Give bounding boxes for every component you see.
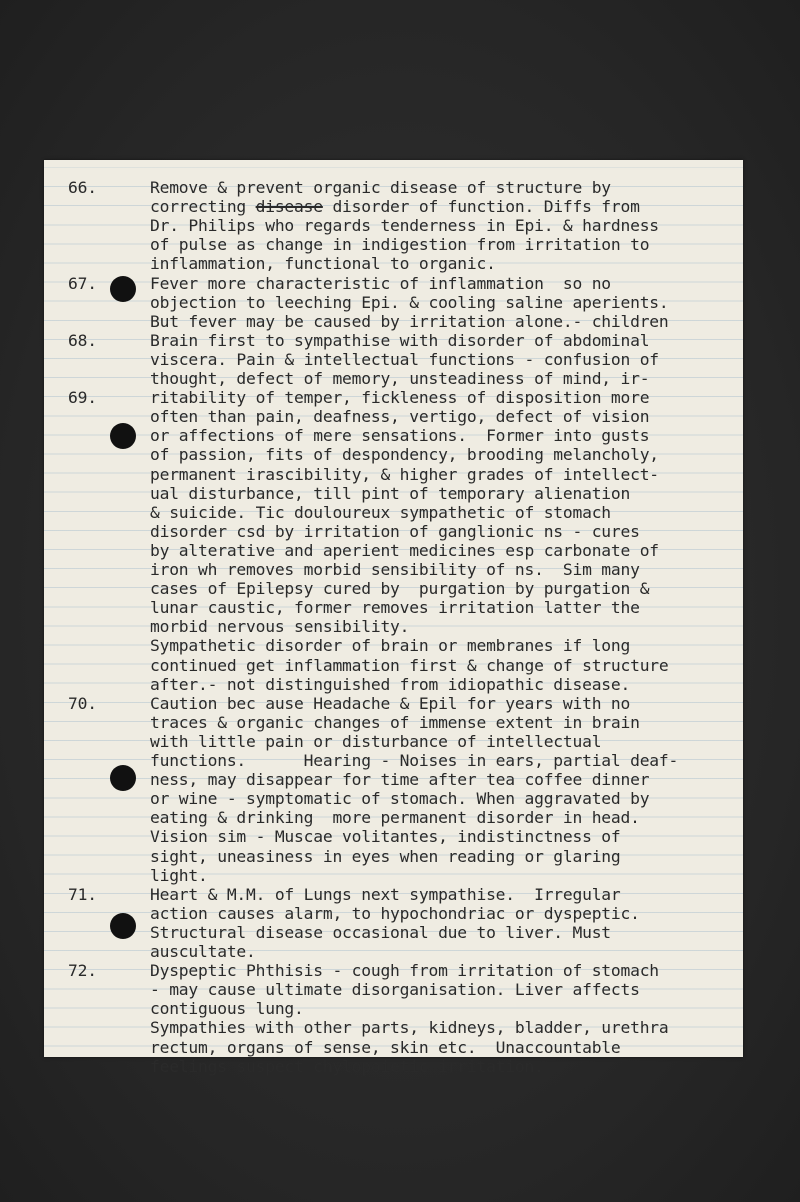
line-text: Heart & M.M. of Lungs next sympathise. Irregular xyxy=(150,884,621,904)
text-line xyxy=(44,846,743,867)
text-line xyxy=(44,884,743,905)
text-line xyxy=(44,1056,743,1077)
text-line xyxy=(44,750,743,771)
line-text: permanent irascibility, & higher grades of intellect- xyxy=(150,464,659,484)
line-text: Sympathies with other parts, kidneys, bladder, urethra xyxy=(150,1018,669,1038)
text-line xyxy=(44,559,743,580)
line-text: sight, uneasiness in eyes when reading or glaring xyxy=(150,846,621,866)
line-text: ual disturbance, till pint of temporary alienation xyxy=(150,483,631,503)
text-line xyxy=(44,502,743,523)
typed-page xyxy=(44,160,743,1076)
line-text: Fever more characteristic of inflammation so no xyxy=(150,273,611,293)
line-text: disorder csd by irritation of ganglionic ns - cures xyxy=(150,521,640,541)
text-line xyxy=(44,903,743,924)
line-text xyxy=(150,196,640,217)
line-text: morbid nervous sensibility. xyxy=(150,617,410,637)
line-text: Structural disease occasional due to liver. Must xyxy=(150,922,611,942)
line-text: often than pain, deafness, vertigo, defect of vision xyxy=(150,407,650,427)
line-text: after.- not distinguished from idiopathic disease. xyxy=(150,674,631,694)
line-text: with little pain or disturbance of intellectual xyxy=(150,731,602,751)
line-text: or affections of mere sensations. Former into gusts xyxy=(150,426,650,446)
line-text: iron wh removes morbid sensibility of ns. Sim many xyxy=(150,560,640,579)
text-line xyxy=(44,292,743,313)
text-line xyxy=(44,444,743,465)
text-line xyxy=(44,674,743,695)
text-line xyxy=(44,731,743,752)
text-line xyxy=(44,311,743,332)
line-text: objection to leeching Epi. & cooling saline aperients. xyxy=(150,292,669,312)
line-text: Sympathetic disorder of brain or membranes if long xyxy=(150,636,631,656)
text-line xyxy=(44,788,743,809)
line-text: inflammation, functional to organic. xyxy=(150,254,496,274)
line-text: Vision sim - Muscae volitantes, indistinctness of xyxy=(150,827,621,847)
text-line xyxy=(44,922,743,943)
text-line xyxy=(44,635,743,656)
line-text: continued get inflammation first & change of structure xyxy=(150,655,669,675)
paragraph-number: 71. xyxy=(68,884,97,904)
text-line xyxy=(44,807,743,828)
paragraph-number: 66. xyxy=(68,178,97,197)
line-text: or wine - symptomatic of stomach. When aggravated by xyxy=(150,789,650,809)
line-text: viscera. Pain & intellectual functions - confusion of xyxy=(150,349,659,369)
text-line xyxy=(44,1017,743,1038)
text-line xyxy=(44,349,743,370)
line-text-before: correcting xyxy=(150,197,256,217)
text-line xyxy=(44,234,743,255)
line-text: of pulse as change in indigestion from irritation to xyxy=(150,235,650,255)
paragraph-number: 68. xyxy=(68,330,97,350)
text-line xyxy=(44,960,743,981)
paragraph-number: 67. xyxy=(68,273,97,293)
text-line xyxy=(44,979,743,1000)
line-text: by alterative and aperient medicines esp carbonate of xyxy=(150,540,659,560)
line-text: feelings suspect chylopoietic irritation. xyxy=(150,1056,544,1076)
text-line xyxy=(44,578,743,599)
line-text: rectum, organs of sense, skin etc. Unaccountable xyxy=(150,1037,621,1057)
text-line xyxy=(44,253,743,274)
text-line xyxy=(44,464,743,485)
line-text: thought, defect of memory, unsteadiness of mind, ir- xyxy=(150,369,650,388)
line-text-after: disorder of function. Diffs from xyxy=(322,197,640,217)
text-line xyxy=(44,616,743,637)
struck-word: disease xyxy=(255,197,323,217)
text-line xyxy=(44,597,743,618)
line-text: cases of Epilepsy cured by purgation by purgation & xyxy=(150,579,650,599)
text-line xyxy=(44,406,743,427)
line-text: Dr. Philips who regards tenderness in Epi. & hardness xyxy=(150,216,659,236)
paragraph-number: 69. xyxy=(68,388,97,408)
text-line xyxy=(44,215,743,236)
line-text: Caution bec ause Headache & Epil for years with no xyxy=(150,693,631,713)
line-text: traces & organic changes of immense extent in brain xyxy=(150,712,640,732)
text-line xyxy=(44,483,743,504)
text-line xyxy=(44,998,743,1019)
text-line xyxy=(44,826,743,847)
line-text: light. xyxy=(150,865,208,885)
line-text: auscultate. xyxy=(150,942,256,961)
line-text: Dyspeptic Phthisis - cough from irritation of stomach xyxy=(150,961,659,981)
text-line xyxy=(44,693,743,714)
text-line xyxy=(44,865,743,886)
text-line xyxy=(44,712,743,733)
text-line xyxy=(44,425,743,446)
line-text: eating & drinking more permanent disorder in head. xyxy=(150,808,640,828)
text-line xyxy=(44,540,743,561)
text-line xyxy=(44,330,743,351)
text-line xyxy=(44,1037,743,1058)
line-text: Brain first to sympathise with disorder of abdominal xyxy=(150,330,650,350)
line-text: functions. Hearing - Noises in ears, partial deaf- xyxy=(150,751,679,770)
text-line xyxy=(44,655,743,676)
line-text: & suicide. Tic douloureux sympathetic of stomach xyxy=(150,502,611,522)
paragraph-number: 72. xyxy=(68,961,97,981)
text-line xyxy=(44,387,743,408)
line-text: action causes alarm, to hypochondriac or dyspeptic. xyxy=(150,903,640,923)
text-line xyxy=(44,368,743,389)
text-line xyxy=(44,273,743,294)
line-text: lunar caustic, former removes irritation latter the xyxy=(150,598,640,618)
line-text: ritability of temper, fickleness of disposition more xyxy=(150,388,650,408)
text-line xyxy=(44,177,743,198)
text-line xyxy=(44,521,743,542)
paragraph-number: 70. xyxy=(68,693,97,713)
line-text: But fever may be caused by irritation alone.- children xyxy=(150,311,669,331)
text-line xyxy=(44,769,743,790)
line-text: - may cause ultimate disorganisation. Liver affects xyxy=(150,980,640,1000)
line-text: of passion, fits of despondency, brooding melancholy, xyxy=(150,445,659,465)
line-text: contiguous lung. xyxy=(150,999,304,1019)
line-text: ness, may disappear for time after tea coffee dinner xyxy=(150,770,650,790)
text-line xyxy=(44,196,743,217)
line-text: Remove & prevent organic disease of structure by xyxy=(150,178,611,197)
text-line xyxy=(44,941,743,962)
